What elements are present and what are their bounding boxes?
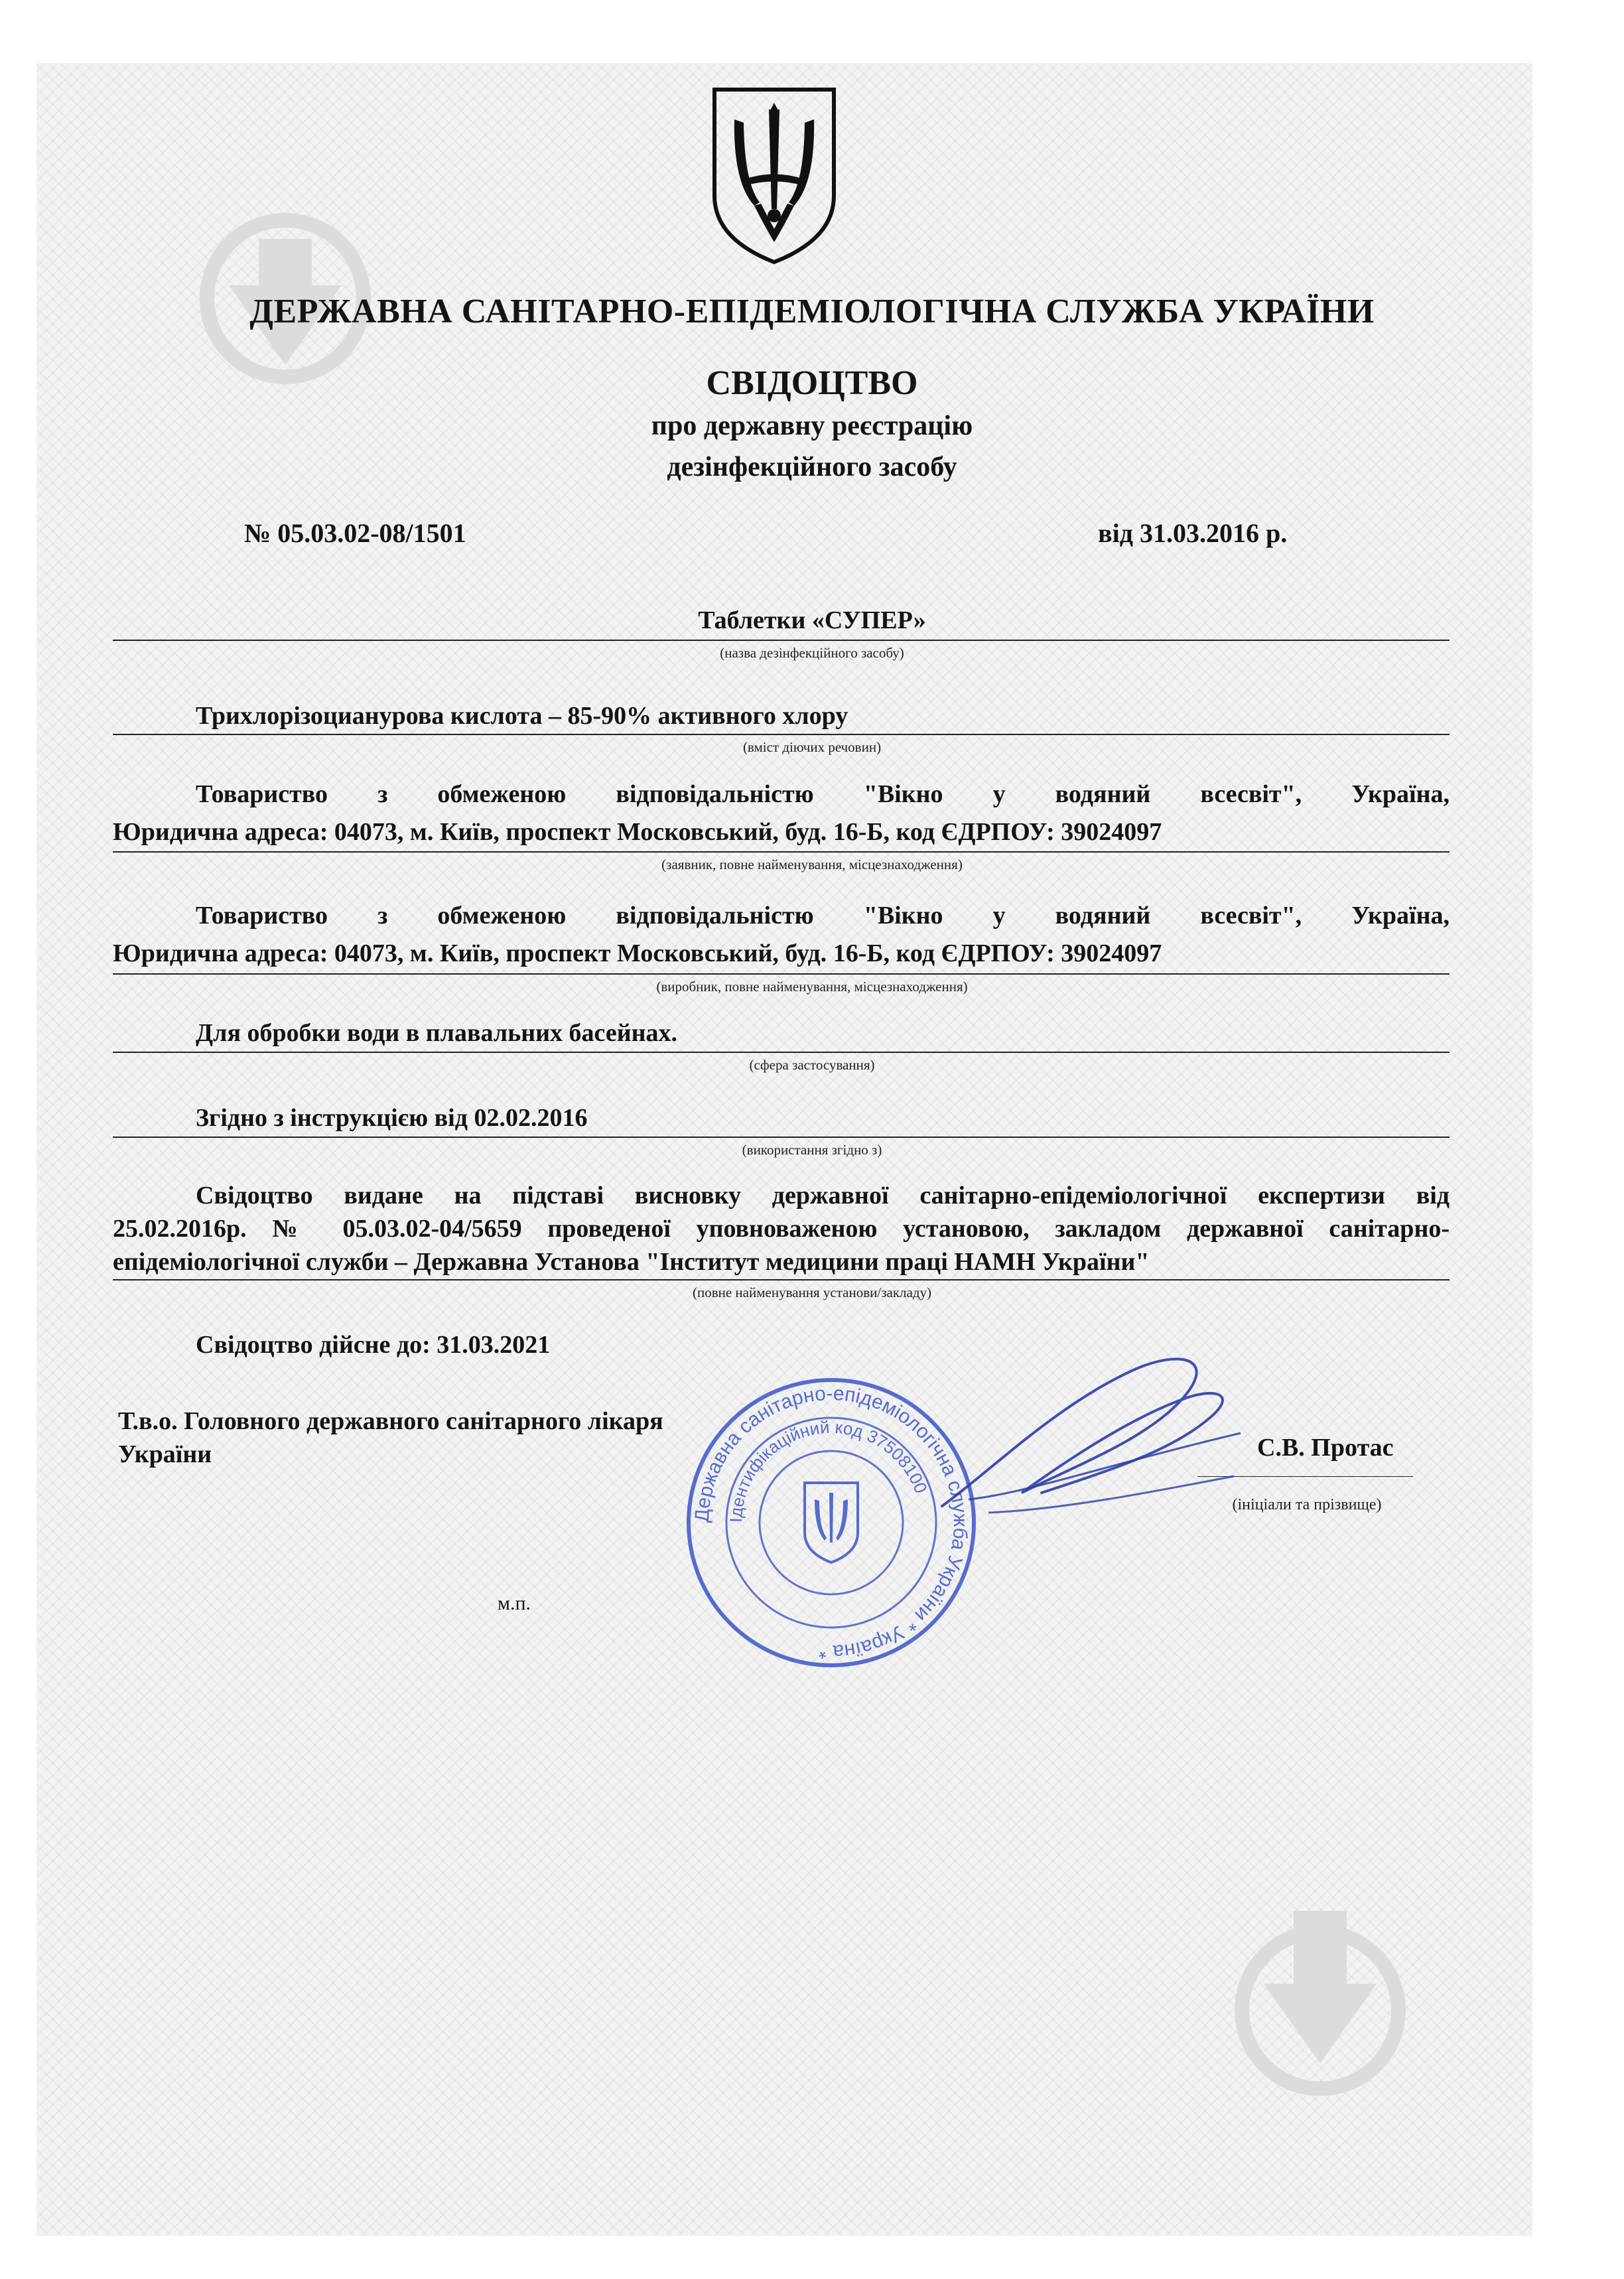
valid-until: Свідоцтво дійсне до: 31.03.2021 [196, 1331, 551, 1359]
scope-of-use: Для обробки води в плавальних басейнах. [196, 1019, 678, 1047]
underline-scope [113, 1052, 1450, 1053]
document-title: СВІДОЦТВО [706, 364, 918, 402]
basis-caption: (повне найменування установи/закладу) [692, 1284, 932, 1300]
active-ingredients: Трихлорізоцианурова кислота – 85-90% активного хлору [196, 702, 848, 730]
underline-active-ingredients [113, 734, 1450, 735]
handwritten-signature [929, 1340, 1247, 1553]
manufacturer-caption: (виробник, повне найменування, місцезнаходження) [656, 979, 968, 995]
basis-line-1: Свідоцтво видане на підставі висновку державної санітарно-епідеміологічної експертизи від [196, 1182, 1450, 1209]
signatory-name-caption: (ініціали та прізвище) [1232, 1496, 1382, 1513]
product-name: Таблетки «СУПЕР» [698, 606, 926, 634]
certificate-number: № 05.03.02-08/1501 [244, 518, 466, 548]
signatory-position-line-1: Т.в.о. Головного державного санітарного лікаря [118, 1407, 663, 1435]
scope-caption: (сфера застосування) [749, 1057, 875, 1073]
underline-product-name [113, 640, 1450, 641]
subtitle-line-1: про державну реєстрацію [651, 411, 973, 441]
subtitle-line-2: дезінфекційного засобу [667, 452, 957, 482]
underline-applicant [113, 851, 1450, 853]
applicant-caption: (заявник, повне найменування, місцезнаходження) [661, 857, 963, 872]
applicant-line-1: Товариство з обмеженою відповідальністю "Вікно у водяний всесвіт", Україна, [196, 780, 1450, 808]
stamp-outer-text: Державна санітарно-епідеміологічна служба України * Україна * [691, 1382, 972, 1663]
product-name-caption: (назва дезінфекційного засобу) [720, 645, 904, 661]
underline-usage [113, 1137, 1450, 1138]
manufacturer-line-2: Юридична адреса: 04073, м. Київ, проспект Московський, буд. 16-Б, код ЄДРПОУ: 39024097 [113, 939, 1162, 967]
stamp-emblem-icon [805, 1483, 858, 1562]
agency-title: ДЕРЖАВНА САНІТАРНО-ЕПІДЕМІОЛОГІЧНА СЛУЖБА УКРАЇНИ [249, 293, 1375, 330]
active-ingredients-caption: (вміст діючих речовин) [742, 739, 882, 755]
watermark-mark-bottom-right [1234, 1891, 1406, 2110]
usage-basis: Згідно з інструкцією від 02.02.2016 [196, 1104, 588, 1132]
coat-of-arms-emblem [708, 83, 841, 269]
stamp-inner-text: Ідентифікаційний код 37508100 [725, 1416, 931, 1523]
basis-line-2: 25.02.2016р. № 05.03.02-04/5659 проведеної уповноваженою установою, закладом державної санітарно- [113, 1215, 1450, 1243]
signatory-position-line-2: України [118, 1440, 212, 1468]
underline-basis [113, 1279, 1450, 1280]
underline-manufacturer [113, 973, 1450, 975]
manufacturer-line-1: Товариство з обмеженою відповідальністю "Вікно у водяний всесвіт", Україна, [196, 902, 1450, 930]
usage-caption: (використання згідно з) [742, 1142, 882, 1158]
applicant-line-2: Юридична адреса: 04073, м. Київ, проспект Московський, буд. 16-Б, код ЄДРПОУ: 39024097 [113, 818, 1162, 846]
signatory-name: С.В. Протас [1257, 1434, 1394, 1462]
seal-place-label: м.п. [498, 1592, 531, 1614]
certificate-date: від 31.03.2016 р. [1098, 518, 1288, 548]
basis-line-3: епідеміологічної служби – Державна Установа "Інститут медицини праці НАМН України" [113, 1248, 1150, 1276]
